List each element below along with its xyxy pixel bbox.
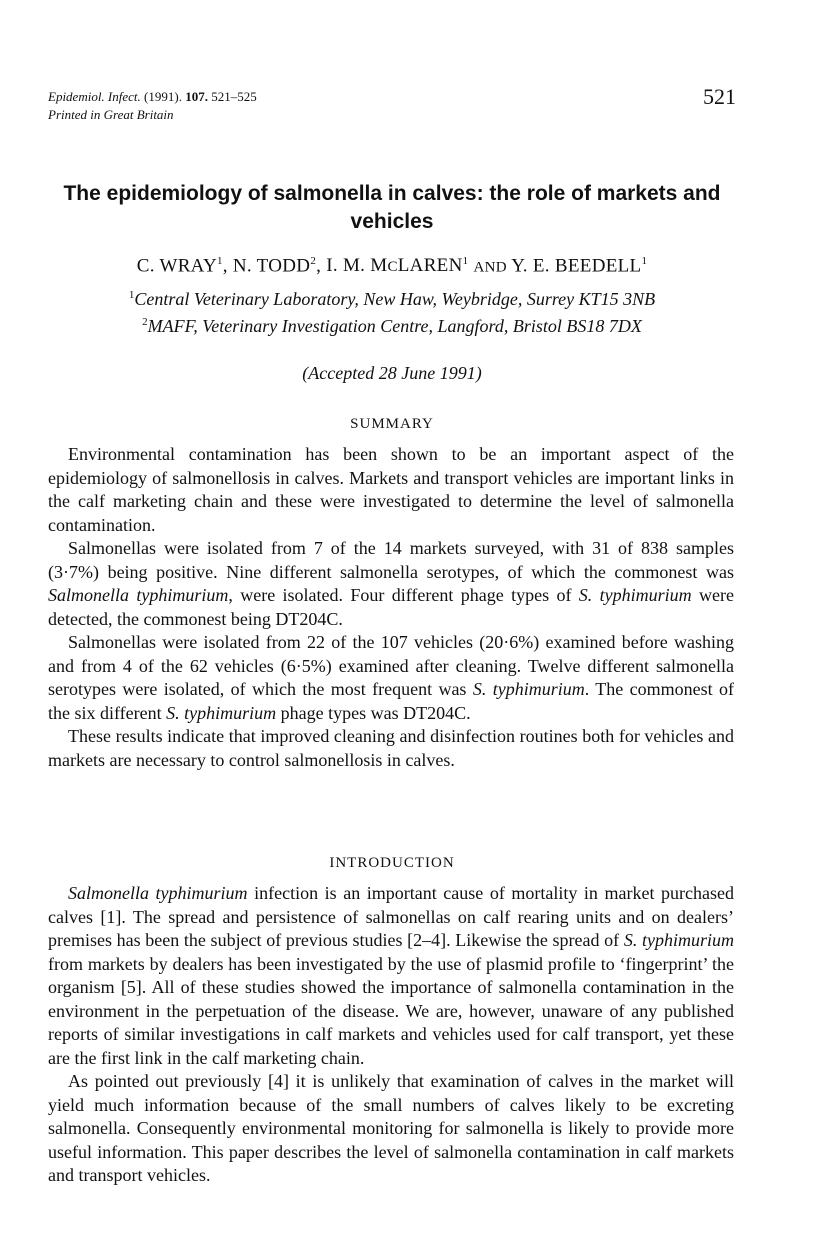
- author-and: AND: [473, 259, 507, 276]
- article-title: The epidemiology of salmonella in calves: the role of markets and vehicles: [63, 182, 721, 233]
- introduction-paragraph-1: Salmonella typhimurium infection is an important cause of mortality in market purchased calves [1]. The spread and persistence of salmonellas on calf rearing units and on dealers’ premises has been the subject of previous studies [2–4]. Likewise the spread of S. typhimurium from markets by dealers has been investigated by the use of plasmid profile to ‘fingerprint’ the organism [5]. All of these studies showed the importance of salmonella contamination in the environment in the perpetuation of the disease. We are, however, unaware of any published reports of similar investigations in calf markets and vehicles used for calf transport, yet these are the first link in the calf marketing chain.: [48, 883, 734, 1068]
- summary-paragraph-2: Salmonellas were isolated from 7 of the 14 markets surveyed, with 31 of 838 samples (3·7%) being positive. Nine different salmonella serotypes, of which the commonest was Salmonella typhimurium, were isolated. Four different phage types of S. typhimurium were detected, the commonest being DT204C.: [48, 538, 734, 629]
- author-mclaren-affil: 1: [462, 255, 469, 267]
- citation-line: [48, 88, 257, 106]
- author-mclaren: I. M. MCLAREN: [326, 255, 463, 277]
- journal-year: (1991).: [144, 89, 182, 104]
- summary-heading: SUMMARY: [350, 416, 434, 432]
- author-beedell: Y. E. BEEDELL: [511, 255, 642, 277]
- accepted-date: (Accepted 28 June 1991): [302, 363, 482, 383]
- journal-pages: 521–525: [211, 89, 257, 104]
- introduction-body: [48, 882, 734, 1188]
- printed-line: Printed in Great Britain: [48, 107, 174, 122]
- author-todd-affil: 2: [310, 255, 317, 267]
- introduction-paragraph-2: As pointed out previously [4] it is unlikely that examination of calves in the market will yield much information because of the small numbers of calves likely to be excreting salmonella. Consequently environmental monitoring for salmonella is likely to provide more useful information. This paper describes the level of salmonella contamination in calf markets and transport vehicles.: [48, 1071, 734, 1185]
- affiliation-1: $^1$Central Veterinary Laboratory, New Haw, Weybridge, Surrey KT15 3NB: [128, 289, 656, 309]
- author-wray-affil: 1: [216, 255, 223, 267]
- author-beedell-affil: 1: [641, 255, 648, 267]
- author-list: C. WRAY$^1$, N. TODD$^2$, I. M. MCLAREN$^1$ AND Y. E. BEEDELL$^1$: [136, 255, 648, 277]
- introduction-heading: INTRODUCTION: [329, 855, 455, 871]
- summary-body: [48, 443, 734, 772]
- author-wray: C. WRAY: [136, 255, 217, 277]
- summary-paragraph-3: Salmonellas were isolated from 22 of the 107 vehicles (20·6%) examined before washing and from 4 of the 62 vehicles (6·5%) examined after cleaning. Twelve different salmonella serotypes were isolated, of which the most frequent was S. typhimurium. The commonest of the six different S. typhimurium phage types was DT204C.: [48, 632, 735, 723]
- summary-paragraph-1: Environmental contamination has been shown to be an important aspect of the epidemiology of salmonellosis in calves. Markets and transport vehicles are important links in the calf marketing chain and these were investigated to determine the level of salmonella contamination.: [48, 444, 734, 535]
- author-todd: N. TODD: [232, 255, 311, 277]
- summary-paragraph-4: These results indicate that improved cleaning and disinfection routines both for vehicles and markets are necessary to control salmonellosis in calves.: [48, 726, 734, 770]
- journal-volume: 107.: [185, 89, 208, 104]
- journal-name: Epidemiol. Infect.: [48, 89, 141, 104]
- page-number: 521: [703, 84, 736, 109]
- affiliation-2: $^2$MAFF, Veterinary Investigation Centre, Langford, Bristol BS18 7DX: [142, 316, 642, 336]
- running-header: [48, 88, 257, 124]
